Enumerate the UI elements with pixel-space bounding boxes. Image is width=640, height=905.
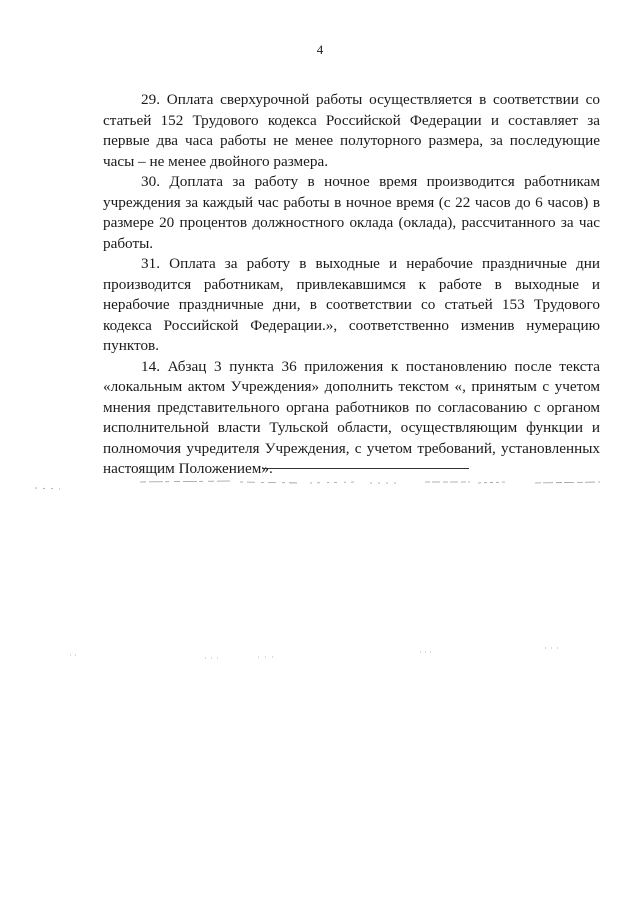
page-number: 4 xyxy=(316,42,324,57)
paragraph-30: 30. Доплата за работу в ночное время производится работникам учреждения за каждый час работы в ночное время (с 22 часов до 6 часов) в размере 20 процентов должностного оклада (оклада), рассчитанного за час работы. xyxy=(103,173,600,252)
paragraph-29: 29. Оплата сверхурочной работы осуществляется в соответствии со статьей 152 Трудового кодекса Российской Федерации и составляет за первые два часа работы не менее полуторного размера, за последующие часы – не менее двойного размера. xyxy=(103,91,600,170)
paragraph-14: 14. Абзац 3 пункта 36 приложения к постановлению после текста «локальным актом Учреждения» дополнить текстом «, принятым с учетом мнения представительного органа работников по согласованию с органом исполнительной власти Тульской области, осуществляющим функции и полномочия учредителя Учреждения, с учетом требований, установленных настоящим Положением». xyxy=(103,357,600,477)
paragraph-31: 31. Оплата за работу в выходные и нерабочие праздничные дни производится работникам, привлекавшимся к работе в выходные и нерабочие праздничные дни, в соответствии со статьей 153 Трудового кодекса Российской Федерации.», соответственно изменив нумерацию пунктов. xyxy=(103,255,600,354)
closing-rule xyxy=(262,468,469,469)
document-body xyxy=(103,90,600,480)
